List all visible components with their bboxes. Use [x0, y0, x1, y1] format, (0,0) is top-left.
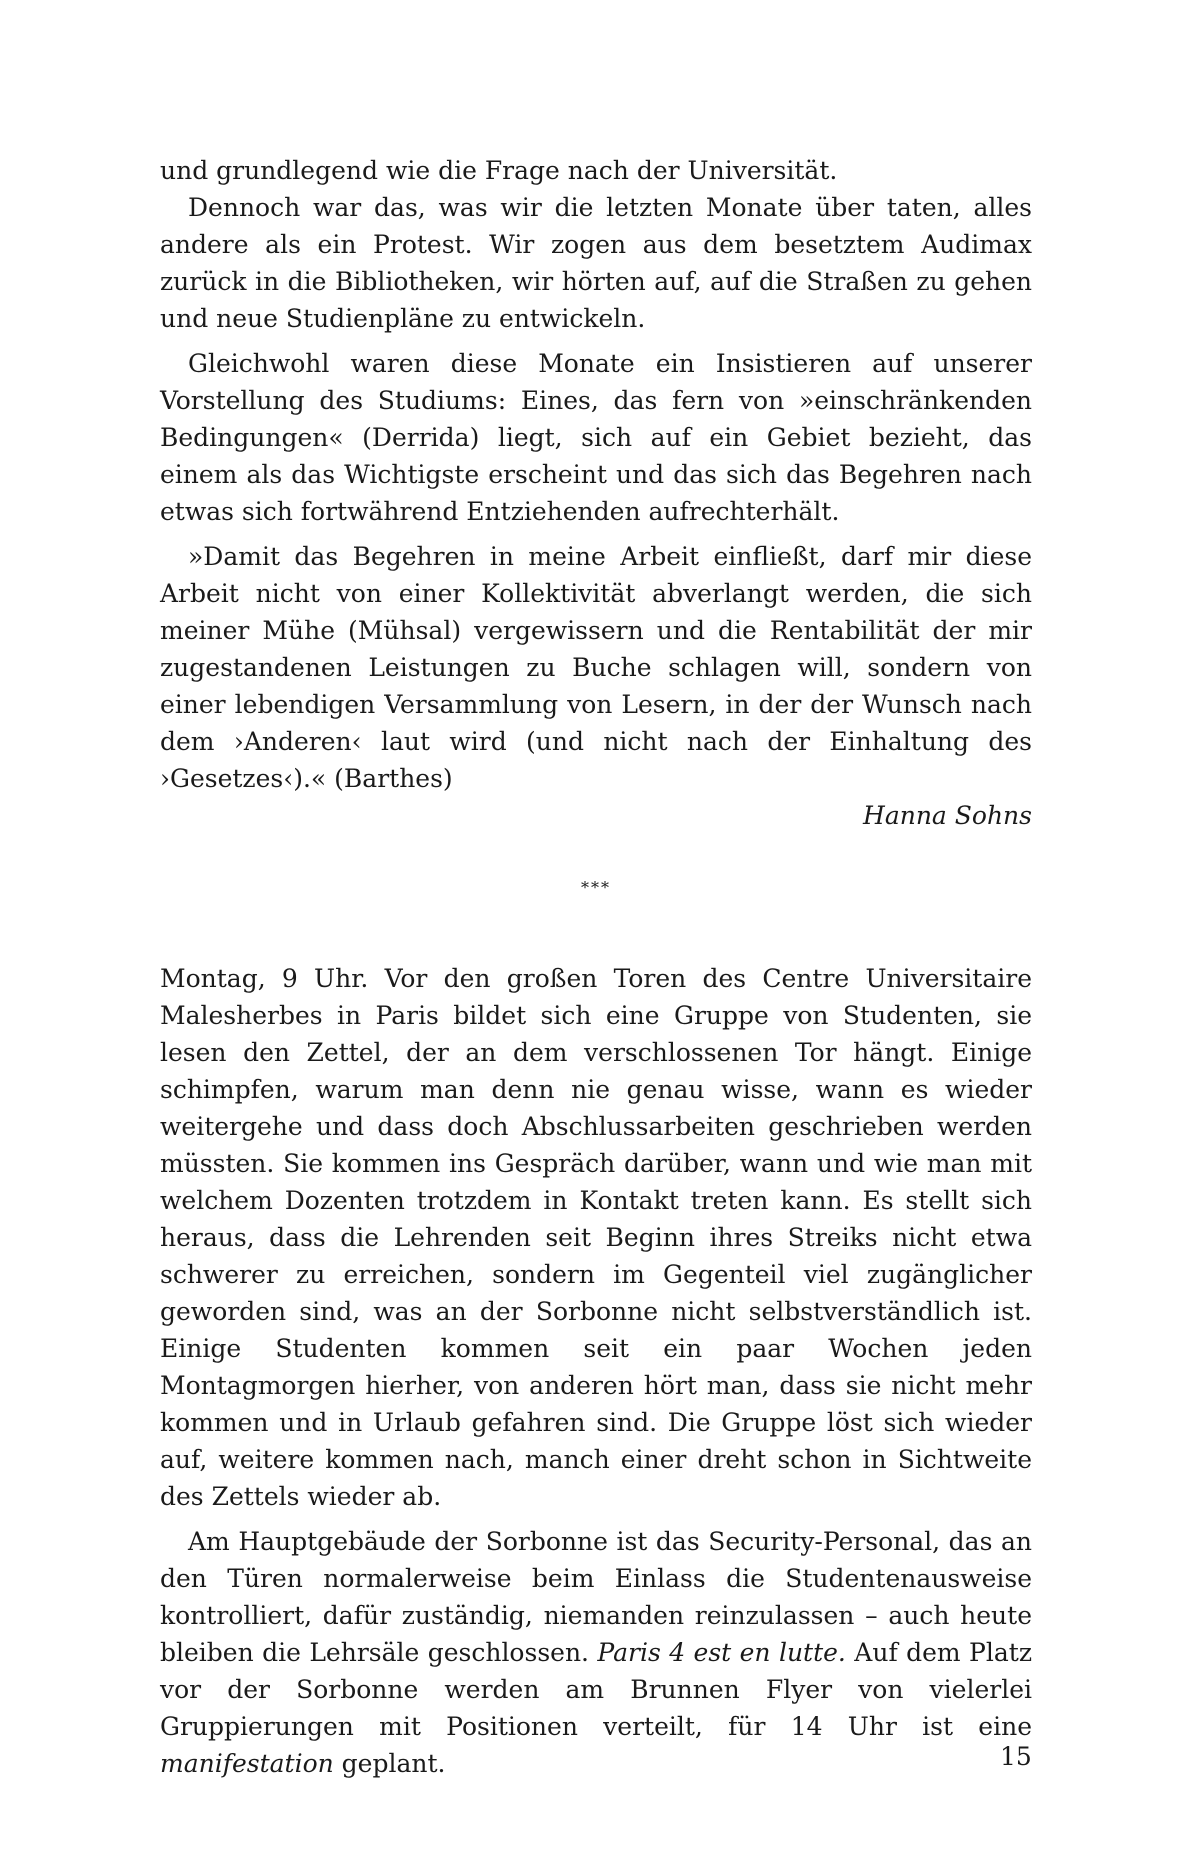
italic-term: manifestation — [160, 1749, 334, 1778]
quote-paragraph: »Damit das Begehren in meine Arbeit einfließt, darf mir diese Arbeit nicht von einer Kollektivität abverlangt werden, die sich meiner Mühe (Mühsal) vergewissern und die Rentabilität der mir zugestandenen Leistungen zu Buche schlagen will, sondern von einer lebendigen Versammlung von Lesern, in der der Wunsch nach dem ›Anderen‹ laut wird (und nicht nach der Einhaltung des ›Gesetzes‹).« (Barthes) — [160, 542, 1032, 793]
paragraph: Gleichwohl waren diese Monate ein Insistieren auf unserer Vorstellung des Studiums: Eines, das fern von »einschränkenden Bedingungen« (Derrida) liegt, sich auf ein Gebiet bezieht, das einem als das Wichtigste erscheint und das sich das Begehren nach etwas sich fortwährend Entziehenden aufrechterhält. — [160, 349, 1032, 526]
author-signature: Hanna Sohns — [863, 801, 1032, 830]
page-number: 15 — [1000, 1742, 1032, 1771]
text-run: Auf dem Platz vor der Sorbonne werden am Brunnen Flyer von vielerlei Gruppierungen mit Positionen verteilt, für 14 Uhr ist eine — [160, 1638, 1032, 1741]
section-report — [160, 960, 1032, 1782]
paragraph: Dennoch war das, was wir die letzten Monate über taten, alles andere als ein Protest. Wir zogen aus dem besetztem Audimax zurück in die Bibliotheken, wir hörten auf, auf die Straßen zu gehen und neue Studienpläne zu entwickeln. — [160, 193, 1032, 333]
paragraph — [160, 1523, 1032, 1782]
section-separator: *** — [581, 878, 611, 897]
italic-phrase: Paris 4 est en lutte. — [597, 1638, 846, 1667]
text-run: Am Hauptgebäude der Sorbonne ist das Security-Personal, das an den Türen normalerweise beim Einlass die Studentenausweise kontrolliert, dafür zuständig, niemanden reinzulassen – auch heute bleiben die Lehrsäle geschlossen. — [160, 1527, 1032, 1667]
text-run: geplant. — [333, 1749, 446, 1778]
paragraph: und grundlegend wie die Frage nach der Universität. — [160, 156, 838, 185]
section-essay-end — [160, 152, 1032, 834]
page-body — [160, 152, 1032, 1782]
paragraph: Montag, 9 Uhr. Vor den großen Toren des Centre Universitaire Malesherbes in Paris bildet sich eine Gruppe von Studenten, sie lesen den Zettel, der an dem verschlossenen Tor hängt. Einige schimpfen, warum man denn nie genau wisse, wann es wieder weitergehe und dass doch Abschlussarbeiten geschrieben werden müssten. Sie kommen ins Gespräch darüber, wann und wie man mit welchem Dozenten trotzdem in Kontakt treten kann. Es stellt sich heraus, dass die Lehrenden seit Beginn ihres Streiks nicht etwa schwerer zu erreichen, sondern im Gegenteil viel zugänglicher geworden sind, was an der Sorbonne nicht selbstverständlich ist. Einige Studenten kommen seit ein paar Wochen jeden Montagmorgen hierher, von anderen hört man, dass sie nicht mehr kommen und in Urlaub gefahren sind. Die Gruppe löst sich wieder auf, weitere kommen nach, manch einer dreht schon in Sichtweite des Zettels wieder ab. — [160, 964, 1032, 1511]
